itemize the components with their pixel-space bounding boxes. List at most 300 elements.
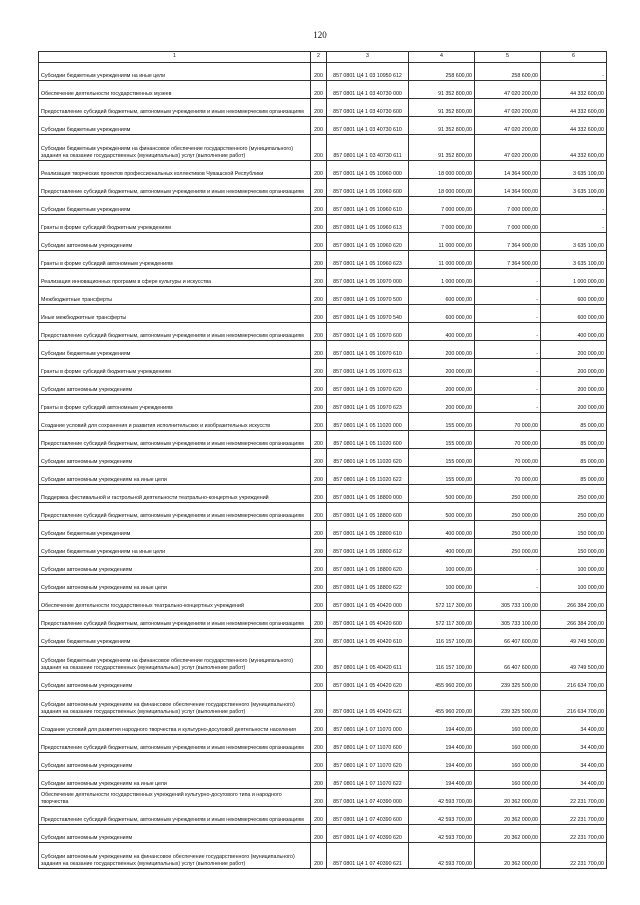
row-amount-federal-cell: 160 000,00 [475,753,541,771]
row-amount-federal-cell: 70 000,00 [475,431,541,449]
row-amount-federal-cell: - [475,395,541,413]
row-amount-federal-cell: 250 000,00 [475,503,541,521]
row-amount-federal-cell: 70 000,00 [475,413,541,431]
row-amount-federal-cell: 7 364 900,00 [475,233,541,251]
table-row [39,135,607,161]
row-amount-total-cell: 500 000,00 [409,503,475,521]
row-name-cell: Гранты в форме субсидий бюджетным учреждениям [39,359,311,377]
row-amount-republic-cell: 100 000,00 [541,575,607,593]
row-kbk-cell: 857 0801 Ц4 1 05 10970 613 [327,359,409,377]
row-amount-republic-cell: 34 400,00 [541,735,607,753]
row-code-cell: 200 [311,161,327,179]
row-amount-republic-cell: 3 635 100,00 [541,251,607,269]
row-amount-total-cell: 572 117 300,00 [409,593,475,611]
row-amount-federal-cell: 14 364 900,00 [475,161,541,179]
table-row [39,611,607,629]
row-amount-republic-cell: 3 635 100,00 [541,161,607,179]
row-code-cell: 200 [311,323,327,341]
row-kbk-cell: 857 0801 Ц4 1 05 11020 622 [327,467,409,485]
row-kbk-cell: 857 0801 Ц4 1 05 11020 600 [327,431,409,449]
row-amount-republic-cell: 44 332 600,00 [541,81,607,99]
row-code-cell: 200 [311,807,327,825]
row-amount-total-cell: 200 000,00 [409,359,475,377]
row-amount-republic-cell: 250 000,00 [541,485,607,503]
header-cell-4: 4 [409,52,475,63]
row-kbk-cell: 857 0801 Ц4 1 05 10970 600 [327,323,409,341]
row-kbk-cell: 857 0801 Ц4 1 05 11020 000 [327,413,409,431]
row-name-cell: Субсидии бюджетным учреждениям на иные цели [39,63,311,81]
row-kbk-cell: 857 0801 Ц4 1 05 18800 610 [327,521,409,539]
row-amount-total-cell: 11 000 000,00 [409,233,475,251]
row-amount-total-cell: 18 000 000,00 [409,161,475,179]
row-code-cell: 200 [311,377,327,395]
row-amount-total-cell: 455 960 200,00 [409,673,475,691]
row-amount-total-cell: 200 000,00 [409,341,475,359]
row-code-cell: 200 [311,269,327,287]
table-row [39,807,607,825]
row-name-cell: Межбюджетные трансферты [39,287,311,305]
row-amount-republic-cell: 1 000 000,00 [541,269,607,287]
row-amount-republic-cell: 85 000,00 [541,467,607,485]
table-row [39,269,607,287]
row-amount-republic-cell: 34 400,00 [541,753,607,771]
row-code-cell: 200 [311,135,327,161]
row-name-cell: Гранты в форме субсидий автономным учреждениям [39,251,311,269]
header-cell-2: 2 [311,52,327,63]
row-amount-total-cell: 155 000,00 [409,413,475,431]
row-amount-federal-cell: 66 407 600,00 [475,647,541,673]
row-amount-republic-cell: 600 000,00 [541,305,607,323]
table-row [39,771,607,789]
row-code-cell: 200 [311,629,327,647]
row-code-cell: 200 [311,341,327,359]
table-row [39,735,607,753]
table-row [39,593,607,611]
table-row [39,557,607,575]
row-amount-total-cell: 100 000,00 [409,557,475,575]
table-row [39,467,607,485]
table-row [39,673,607,691]
row-amount-federal-cell: 160 000,00 [475,771,541,789]
row-code-cell: 200 [311,789,327,807]
row-code-cell: 200 [311,467,327,485]
row-name-cell: Гранты в форме субсидий бюджетным учреждениям [39,215,311,233]
row-amount-federal-cell: 20 362 000,00 [475,843,541,869]
row-name-cell: Предоставление субсидий бюджетным, автономным учреждениям и иным некоммерческим организациям [39,735,311,753]
row-code-cell: 200 [311,117,327,135]
row-amount-federal-cell: 305 733 100,00 [475,611,541,629]
row-amount-republic-cell: 250 000,00 [541,503,607,521]
row-amount-federal-cell: 14 364 900,00 [475,179,541,197]
row-name-cell: Поддержка фестивальной и гастрольной деятельности театрально-концертных учреждений [39,485,311,503]
row-kbk-cell: 857 0801 Ц4 1 05 18800 620 [327,557,409,575]
row-amount-federal-cell: - [475,341,541,359]
row-amount-total-cell: 18 000 000,00 [409,179,475,197]
row-amount-republic-cell: 200 000,00 [541,395,607,413]
row-amount-federal-cell: 7 000 000,00 [475,215,541,233]
row-amount-total-cell: 91 352 800,00 [409,117,475,135]
table-row [39,485,607,503]
row-amount-federal-cell: 66 407 600,00 [475,629,541,647]
row-amount-republic-cell: 44 332 600,00 [541,117,607,135]
row-code-cell: 200 [311,63,327,81]
row-kbk-cell: 857 0801 Ц4 1 05 10970 500 [327,287,409,305]
table-row [39,251,607,269]
table-row [39,575,607,593]
table-row [39,431,607,449]
row-amount-total-cell: 258 600,00 [409,63,475,81]
row-kbk-cell: 857 0801 Ц4 1 05 18800 622 [327,575,409,593]
row-kbk-cell: 857 0801 Ц4 1 03 10950 612 [327,63,409,81]
table-row [39,323,607,341]
row-amount-federal-cell: 7 364 900,00 [475,251,541,269]
row-amount-total-cell: 455 960 200,00 [409,691,475,717]
row-name-cell: Предоставление субсидий бюджетным, автономным учреждениям и иным некоммерческим организациям [39,323,311,341]
row-amount-federal-cell: 47 020 200,00 [475,99,541,117]
row-amount-republic-cell: - [541,215,607,233]
row-kbk-cell: 857 0801 Ц4 1 05 18800 600 [327,503,409,521]
table-row [39,521,607,539]
row-kbk-cell: 857 0801 Ц4 1 05 18800 000 [327,485,409,503]
row-name-cell: Субсидии автономным учреждениям [39,753,311,771]
row-code-cell: 200 [311,485,327,503]
row-name-cell: Субсидии автономным учреждениям [39,377,311,395]
table-body [39,63,607,869]
row-name-cell: Предоставление субсидий бюджетным, автономным учреждениям и иным некоммерческим организациям [39,807,311,825]
row-amount-total-cell: 11 000 000,00 [409,251,475,269]
row-kbk-cell: 857 0801 Ц4 1 07 40390 000 [327,789,409,807]
row-kbk-cell: 857 0801 Ц4 1 05 11020 620 [327,449,409,467]
table-row [39,179,607,197]
row-amount-republic-cell: 200 000,00 [541,341,607,359]
row-kbk-cell: 857 0801 Ц4 1 07 40390 620 [327,825,409,843]
row-name-cell: Предоставление субсидий бюджетным, автономным учреждениям и иным некоммерческим организациям [39,99,311,117]
row-kbk-cell: 857 0801 Ц4 1 07 40390 621 [327,843,409,869]
row-kbk-cell: 857 0801 Ц4 1 05 10960 610 [327,197,409,215]
row-amount-federal-cell: 250 000,00 [475,539,541,557]
row-amount-total-cell: 42 593 700,00 [409,825,475,843]
row-amount-republic-cell: - [541,63,607,81]
row-amount-republic-cell: 3 635 100,00 [541,179,607,197]
row-amount-republic-cell: - [541,197,607,215]
header-cell-5: 5 [475,52,541,63]
row-kbk-cell: 857 0801 Ц4 1 03 40730 600 [327,99,409,117]
row-amount-federal-cell: - [475,287,541,305]
row-name-cell: Субсидии автономным учреждениям [39,233,311,251]
row-kbk-cell: 857 0801 Ц4 1 05 10970 000 [327,269,409,287]
row-amount-federal-cell: 70 000,00 [475,449,541,467]
row-kbk-cell: 857 0801 Ц4 1 03 40730 000 [327,81,409,99]
row-amount-total-cell: 116 157 100,00 [409,629,475,647]
row-code-cell: 200 [311,395,327,413]
row-code-cell: 200 [311,251,327,269]
row-amount-federal-cell: 70 000,00 [475,467,541,485]
row-amount-federal-cell: - [475,575,541,593]
row-code-cell: 200 [311,575,327,593]
row-code-cell: 200 [311,735,327,753]
row-kbk-cell: 857 0801 Ц4 1 05 40420 621 [327,691,409,717]
row-name-cell: Создание условий для сохранения и развития исполнительских и изобразительных искусств [39,413,311,431]
row-code-cell: 200 [311,717,327,735]
table-row [39,215,607,233]
row-amount-republic-cell: 85 000,00 [541,431,607,449]
row-amount-total-cell: 155 000,00 [409,467,475,485]
row-kbk-cell: 857 0801 Ц4 1 05 18800 612 [327,539,409,557]
row-amount-federal-cell: 239 325 500,00 [475,691,541,717]
row-amount-federal-cell: - [475,557,541,575]
row-code-cell: 200 [311,647,327,673]
row-amount-total-cell: 42 593 700,00 [409,807,475,825]
table-row [39,359,607,377]
row-amount-total-cell: 194 400,00 [409,717,475,735]
row-amount-total-cell: 600 000,00 [409,305,475,323]
row-amount-republic-cell: 600 000,00 [541,287,607,305]
row-amount-federal-cell: 47 020 200,00 [475,117,541,135]
row-amount-federal-cell: 160 000,00 [475,735,541,753]
row-code-cell: 200 [311,81,327,99]
row-name-cell: Субсидии бюджетным учреждениям [39,197,311,215]
row-amount-total-cell: 1 000 000,00 [409,269,475,287]
table-row [39,717,607,735]
table-row [39,197,607,215]
table-row [39,753,607,771]
row-name-cell: Субсидии бюджетным учреждениям на финансовое обеспечение государственного (муниципального) задания на оказание государственных (муниципальных) услуг (выполнение работ) [39,647,311,673]
row-name-cell: Субсидии автономным учреждениям на иные цели [39,771,311,789]
row-name-cell: Субсидии автономным учреждениям на иные цели [39,575,311,593]
row-amount-federal-cell: 258 600,00 [475,63,541,81]
row-kbk-cell: 857 0801 Ц4 1 07 11070 620 [327,753,409,771]
header-cell-6: 6 [541,52,607,63]
table-row [39,63,607,81]
row-amount-federal-cell: - [475,377,541,395]
row-amount-federal-cell: 239 325 500,00 [475,673,541,691]
row-amount-republic-cell: 200 000,00 [541,359,607,377]
row-amount-total-cell: 7 000 000,00 [409,197,475,215]
row-name-cell: Субсидии автономным учреждениям [39,449,311,467]
row-code-cell: 200 [311,305,327,323]
row-amount-republic-cell: 266 384 200,00 [541,611,607,629]
table-row [39,377,607,395]
row-kbk-cell: 857 0801 Ц4 1 05 40420 610 [327,629,409,647]
row-name-cell: Субсидии бюджетным учреждениям [39,341,311,359]
row-amount-republic-cell: 22 231 700,00 [541,825,607,843]
row-amount-federal-cell: 20 362 000,00 [475,789,541,807]
row-amount-total-cell: 400 000,00 [409,539,475,557]
row-amount-republic-cell: 216 634 700,00 [541,691,607,717]
row-amount-republic-cell: 150 000,00 [541,521,607,539]
row-code-cell: 200 [311,539,327,557]
row-code-cell: 200 [311,359,327,377]
row-code-cell: 200 [311,179,327,197]
row-code-cell: 200 [311,521,327,539]
row-amount-federal-cell: - [475,269,541,287]
row-amount-federal-cell: 7 000 000,00 [475,197,541,215]
row-name-cell: Субсидии бюджетным учреждениям на финансовое обеспечение государственного (муниципального) задания на оказание государственных (муниципальных) услуг (выполнение работ) [39,135,311,161]
row-amount-federal-cell: 47 020 200,00 [475,81,541,99]
row-name-cell: Реализация инновационных программ в сфере культуры и искусства [39,269,311,287]
table-row [39,413,607,431]
row-name-cell: Субсидии автономным учреждениям на финансовое обеспечение государственного (муниципального) задания на оказание государственных (муниципальных) услуг (выполнение работ) [39,843,311,869]
row-amount-republic-cell: 22 231 700,00 [541,843,607,869]
header-cell-1: 1 [39,52,311,63]
row-name-cell: Гранты в форме субсидий автономным учреждениям [39,395,311,413]
row-kbk-cell: 857 0801 Ц4 1 05 10960 000 [327,161,409,179]
row-kbk-cell: 857 0801 Ц4 1 03 40730 611 [327,135,409,161]
table-row [39,305,607,323]
row-amount-total-cell: 400 000,00 [409,323,475,341]
row-kbk-cell: 857 0801 Ц4 1 05 10970 540 [327,305,409,323]
row-amount-republic-cell: 34 400,00 [541,771,607,789]
row-code-cell: 200 [311,611,327,629]
row-name-cell: Субсидии автономным учреждениям [39,557,311,575]
row-code-cell: 200 [311,843,327,869]
row-amount-total-cell: 194 400,00 [409,753,475,771]
table-row [39,449,607,467]
row-code-cell: 200 [311,431,327,449]
row-amount-republic-cell: 216 634 700,00 [541,673,607,691]
row-code-cell: 200 [311,413,327,431]
row-name-cell: Иные межбюджетные трансферты [39,305,311,323]
row-amount-republic-cell: 150 000,00 [541,539,607,557]
table-row [39,99,607,117]
row-name-cell: Субсидии автономным учреждениям на финансовое обеспечение государственного (муниципального) задания на оказание государственных (муниципальных) услуг (выполнение работ) [39,691,311,717]
row-amount-total-cell: 194 400,00 [409,735,475,753]
table-row [39,691,607,717]
row-amount-total-cell: 600 000,00 [409,287,475,305]
row-name-cell: Субсидии бюджетным учреждениям [39,629,311,647]
row-amount-republic-cell: 266 384 200,00 [541,593,607,611]
row-name-cell: Субсидии бюджетным учреждениям [39,521,311,539]
row-code-cell: 200 [311,197,327,215]
row-code-cell: 200 [311,233,327,251]
table-header [39,52,607,63]
row-kbk-cell: 857 0801 Ц4 1 07 40390 600 [327,807,409,825]
header-cell-3: 3 [327,52,409,63]
row-amount-republic-cell: 34 400,00 [541,717,607,735]
row-kbk-cell: 857 0801 Ц4 1 03 40730 610 [327,117,409,135]
row-name-cell: Субсидии автономным учреждениям [39,825,311,843]
table-row [39,789,607,807]
row-amount-federal-cell: 20 362 000,00 [475,807,541,825]
row-name-cell: Субсидии автономным учреждениям [39,673,311,691]
table-row [39,503,607,521]
row-amount-total-cell: 500 000,00 [409,485,475,503]
row-amount-total-cell: 91 352 800,00 [409,99,475,117]
row-amount-republic-cell: 22 231 700,00 [541,789,607,807]
row-amount-federal-cell: - [475,323,541,341]
row-kbk-cell: 857 0801 Ц4 1 05 40420 620 [327,673,409,691]
table-row [39,81,607,99]
row-code-cell: 200 [311,771,327,789]
row-kbk-cell: 857 0801 Ц4 1 05 10960 613 [327,215,409,233]
table-row [39,117,607,135]
row-amount-federal-cell: 20 362 000,00 [475,825,541,843]
table-row [39,629,607,647]
row-amount-total-cell: 200 000,00 [409,377,475,395]
row-kbk-cell: 857 0801 Ц4 1 05 10960 620 [327,233,409,251]
table-row [39,843,607,869]
row-amount-total-cell: 91 352 800,00 [409,81,475,99]
row-amount-federal-cell: 160 000,00 [475,717,541,735]
row-amount-total-cell: 42 593 700,00 [409,843,475,869]
page-number: 120 [313,30,327,40]
table-row [39,233,607,251]
row-name-cell: Предоставление субсидий бюджетным, автономным учреждениям и иным некоммерческим организациям [39,611,311,629]
budget-table [38,51,607,869]
row-amount-republic-cell: 49 749 500,00 [541,647,607,673]
row-kbk-cell: 857 0801 Ц4 1 05 10960 600 [327,179,409,197]
row-code-cell: 200 [311,215,327,233]
row-amount-republic-cell: 44 332 600,00 [541,135,607,161]
row-name-cell: Реализация творческих проектов профессиональных коллективов Чувашской Республики [39,161,311,179]
row-code-cell: 200 [311,593,327,611]
row-code-cell: 200 [311,673,327,691]
row-name-cell: Создание условий для развития народного творчества и культурно-досуговой деятельности населения [39,717,311,735]
row-code-cell: 200 [311,503,327,521]
row-amount-republic-cell: 49 749 500,00 [541,629,607,647]
table-row [39,287,607,305]
row-name-cell: Обеспечение деятельности государственных музеев [39,81,311,99]
row-kbk-cell: 857 0801 Ц4 1 07 11070 000 [327,717,409,735]
row-name-cell: Предоставление субсидий бюджетным, автономным учреждениям и иным некоммерческим организациям [39,179,311,197]
row-amount-republic-cell: 85 000,00 [541,449,607,467]
table-row [39,341,607,359]
row-amount-total-cell: 116 157 100,00 [409,647,475,673]
row-kbk-cell: 857 0801 Ц4 1 05 10970 610 [327,341,409,359]
row-kbk-cell: 857 0801 Ц4 1 05 40420 611 [327,647,409,673]
table-row [39,539,607,557]
row-code-cell: 200 [311,753,327,771]
row-code-cell: 200 [311,449,327,467]
row-kbk-cell: 857 0801 Ц4 1 05 10970 620 [327,377,409,395]
row-kbk-cell: 857 0801 Ц4 1 05 10970 623 [327,395,409,413]
row-amount-total-cell: 100 000,00 [409,575,475,593]
row-amount-federal-cell: - [475,305,541,323]
row-amount-federal-cell: 250 000,00 [475,485,541,503]
row-kbk-cell: 857 0801 Ц4 1 07 11070 622 [327,771,409,789]
row-kbk-cell: 857 0801 Ц4 1 05 10960 623 [327,251,409,269]
row-amount-total-cell: 400 000,00 [409,521,475,539]
row-name-cell: Обеспечение деятельности государственных учреждений культурно-досугового типа и народного творчества [39,789,311,807]
row-code-cell: 200 [311,825,327,843]
row-amount-republic-cell: 85 000,00 [541,413,607,431]
row-code-cell: 200 [311,557,327,575]
row-amount-federal-cell: 305 733 100,00 [475,593,541,611]
row-amount-total-cell: 572 117 300,00 [409,611,475,629]
row-name-cell: Субсидии бюджетным учреждениям на иные цели [39,539,311,557]
row-amount-republic-cell: 22 231 700,00 [541,807,607,825]
row-kbk-cell: 857 0801 Ц4 1 05 40420 600 [327,611,409,629]
row-amount-total-cell: 194 400,00 [409,771,475,789]
row-name-cell: Предоставление субсидий бюджетным, автономным учреждениям и иным некоммерческим организациям [39,431,311,449]
row-kbk-cell: 857 0801 Ц4 1 07 11070 600 [327,735,409,753]
table-row [39,825,607,843]
row-amount-republic-cell: 400 000,00 [541,323,607,341]
row-name-cell: Обеспечение деятельности государственных театрально-концертных учреждений [39,593,311,611]
row-amount-federal-cell: - [475,359,541,377]
row-amount-total-cell: 7 000 000,00 [409,215,475,233]
row-amount-federal-cell: 250 000,00 [475,521,541,539]
row-amount-republic-cell: 100 000,00 [541,557,607,575]
row-amount-republic-cell: 3 635 100,00 [541,233,607,251]
row-name-cell: Субсидии автономным учреждениям на иные цели [39,467,311,485]
row-amount-total-cell: 200 000,00 [409,395,475,413]
table-row [39,395,607,413]
row-code-cell: 200 [311,287,327,305]
row-amount-federal-cell: 47 020 200,00 [475,135,541,161]
row-amount-total-cell: 42 593 700,00 [409,789,475,807]
row-code-cell: 200 [311,691,327,717]
